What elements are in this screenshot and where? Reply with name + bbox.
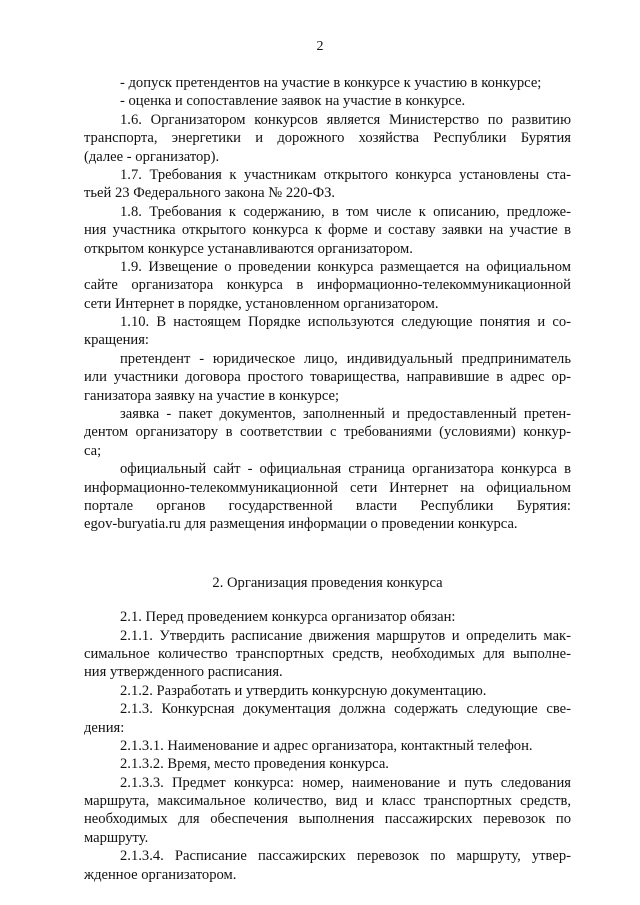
definition-website-line-2: информационно-телекоммуникационной сети Интернет на официальном: [84, 479, 571, 496]
clause-2-1-3-3-line-2: маршрута, максимальное количество, вид и класс транспортных средств,: [84, 793, 571, 810]
clause-1-9-line-1: 1.9. Извещение о проведении конкурса размещается на официальном: [120, 258, 571, 275]
clause-2-1-3-line-1: 2.1.3. Конкурсная документация должна содержать следующие све-: [120, 701, 571, 718]
clause-1-8-line-3: открытом конкурсе устанавливаются организатором.: [84, 240, 413, 257]
clause-1-6-line-3: (далее - организатор).: [84, 148, 220, 165]
clause-2-1-1-line-3: ния утвержденного расписания.: [84, 664, 283, 681]
clause-2-1-3-3-line-3: необходимых для обеспечения выполнения пассажирских перевозок по: [84, 811, 571, 828]
clause-2-1-2: 2.1.2. Разработать и утвердить конкурсную документацию.: [120, 682, 487, 699]
clause-1-8-line-2: ния участника открытого конкурса к форме и составу заявки на участие в: [84, 222, 571, 239]
clause-2-1: 2.1. Перед проведением конкурса организатор обязан:: [120, 609, 456, 626]
list-item-evaluation: - оценка и сопоставление заявок на участие в конкурсе.: [120, 93, 466, 110]
definition-website-line-3: портале органов государственной власти Республики Бурятия:: [84, 497, 571, 514]
clause-1-6-line-1: 1.6. Организатором конкурсов является Министерство по развитию: [120, 111, 571, 128]
section-2-heading: 2. Организация проведения конкурса: [212, 574, 443, 591]
list-item-admission: - допуск претендентов на участие в конкурсе к участию в конкурсе;: [120, 75, 542, 91]
definition-application-line-3: са;: [84, 442, 102, 459]
document-body: [84, 74, 571, 884]
definition-applicant-line-3: ганизатора заявку на участие в конкурсе;: [84, 387, 340, 404]
clause-1-8-line-1: 1.8. Требования к содержанию, в том числе к описанию, предложе-: [120, 203, 571, 220]
clause-1-9-line-2: сайте организатора конкурса в информационно-телекоммуникационной: [84, 277, 571, 294]
definition-website-line-1: официальный сайт - официальная страница организатора конкурса в: [120, 461, 571, 478]
definition-applicant-line-2: или участники договора простого товарищества, направившие в адрес ор-: [84, 369, 571, 386]
clause-2-1-3-2: 2.1.3.2. Время, место проведения конкурса.: [120, 756, 389, 773]
clause-2-1-3-4-line-1: 2.1.3.4. Расписание пассажирских перевозок по маршруту, утвер-: [120, 848, 571, 865]
clause-1-10-line-2: кращения:: [84, 332, 149, 349]
clause-2-1-1-line-2: симальное количество транспортных средств, необходимых для выполне-: [84, 645, 571, 662]
page-number: 2: [316, 39, 324, 54]
definition-application-line-2: дентом организатору в соответствии с требованиями (условиями) конкур-: [84, 424, 571, 441]
clause-2-1-3-3-line-1: 2.1.3.3. Предмет конкурса: номер, наименование и путь следования: [120, 774, 571, 791]
definition-application-line-1: заявка - пакет документов, заполненный и предоставленный претен-: [120, 406, 571, 423]
clause-2-1-3-line-2: дения:: [84, 719, 125, 736]
clause-2-1-3-3-line-4: маршруту.: [84, 829, 149, 846]
clause-1-10-line-1: 1.10. В настоящем Порядке используются следующие понятия и со-: [120, 314, 571, 331]
clause-2-1-1-line-1: 2.1.1. Утвердить расписание движения маршрутов и определить мак-: [120, 627, 571, 644]
clause-2-1-3-1: 2.1.3.1. Наименование и адрес организатора, контактный телефон.: [120, 737, 533, 754]
definition-website-line-4: egov-buryatia.ru для размещения информации о проведении конкурса.: [84, 516, 518, 533]
clause-2-1-3-4-line-2: жденное организатором.: [84, 866, 237, 883]
definition-applicant-line-1: претендент - юридическое лицо, индивидуальный предприниматель: [120, 350, 571, 367]
clause-1-9-line-3: сети Интернет в порядке, установленном организатором.: [84, 295, 439, 312]
clause-1-7-line-2: тьей 23 Федерального закона № 220-ФЗ.: [84, 185, 336, 202]
clause-1-6-line-2: транспорта, энергетики и дорожного хозяйства Республики Бурятия: [84, 130, 571, 147]
clause-1-7-line-1: 1.7. Требования к участникам открытого конкурса установлены ста-: [120, 166, 571, 183]
